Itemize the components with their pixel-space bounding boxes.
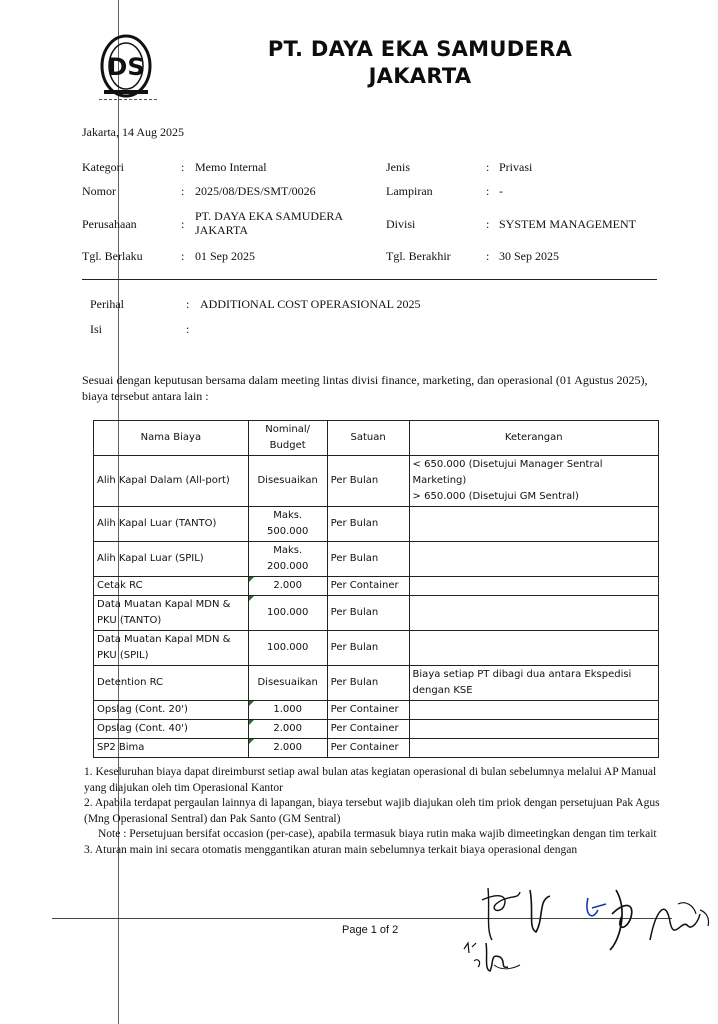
- kategori-label: Kategori: [82, 160, 124, 174]
- keterangan-line: > 650.000 (Disetujui GM Sentral): [412, 491, 579, 502]
- cell-keterangan: Biaya setiap PT dibagi dua antara Ekspedisi dengan KSE: [409, 666, 658, 701]
- cell-satuan: Per Container: [327, 720, 409, 739]
- cell-keterangan: [409, 507, 658, 542]
- colon: :: [486, 217, 490, 231]
- colon: :: [486, 249, 490, 263]
- tgl-berakhir-value: 30 Sep 2025: [499, 249, 559, 263]
- table-row: [94, 701, 659, 720]
- cell-nama: Alih Kapal Luar (SPIL): [94, 542, 249, 577]
- perusahaan-value: [195, 209, 343, 237]
- colon: :: [186, 322, 190, 336]
- table-row: [94, 456, 659, 507]
- cell-satuan: Per Bulan: [327, 631, 409, 666]
- cost-table: [93, 420, 659, 758]
- table-row: [94, 542, 659, 577]
- jenis-label: Jenis: [386, 160, 410, 174]
- table-row: [94, 596, 659, 631]
- cell-nama: Data Muatan Kapal MDN & PKU (TANTO): [94, 596, 249, 631]
- logo-underline: [99, 99, 157, 100]
- cell-satuan: Per Container: [327, 577, 409, 596]
- cell-keterangan: [409, 456, 658, 507]
- table-header-row: [94, 421, 659, 456]
- cell-nominal: 100.000: [248, 596, 327, 631]
- cell-nominal: Disesuaikan: [248, 666, 327, 701]
- company-name-line1: PT. DAYA EKA SAMUDERA: [267, 37, 573, 61]
- cell-nominal: 2.000: [248, 720, 327, 739]
- colon: :: [181, 184, 185, 198]
- perusahaan-label: Perusahaan: [82, 217, 137, 231]
- cell-satuan: Per Bulan: [327, 507, 409, 542]
- perusahaan-value-line1: PT. DAYA EKA SAMUDERA: [195, 209, 344, 223]
- table-row: [94, 720, 659, 739]
- cell-nominal: Maks. 200.000: [248, 542, 327, 577]
- initial-mark: [460, 935, 530, 980]
- jenis-value: Privasi: [499, 160, 533, 174]
- perusahaan-value-line2: JAKARTA: [195, 223, 248, 237]
- table-row: [94, 666, 659, 701]
- company-name-line2: JAKARTA: [368, 64, 472, 88]
- perihal-value: ADDITIONAL COST OPERASIONAL 2025: [200, 297, 421, 311]
- tgl-berlaku-value: 01 Sep 2025: [195, 249, 255, 263]
- cell-keterangan: [409, 542, 658, 577]
- colon: :: [186, 297, 190, 311]
- header-divider: [82, 279, 657, 280]
- cell-keterangan: [409, 596, 658, 631]
- nomor-value: 2025/08/DES/SMT/0026: [195, 184, 316, 198]
- cell-keterangan: [409, 701, 658, 720]
- tgl-berlaku-label: Tgl. Berlaku: [82, 249, 143, 263]
- divisi-label: Divisi: [386, 217, 416, 231]
- cell-nama: SP2 Bima: [94, 739, 249, 758]
- lampiran-label: Lampiran: [386, 184, 433, 198]
- colon: :: [486, 160, 490, 174]
- cell-keterangan: [409, 739, 658, 758]
- header-nominal: Nominal/ Budget: [248, 421, 327, 456]
- note-item-1: 1. Keseluruhan biaya dapat direimburst setiap awal bulan atas kegiatan operasional di bulan sebelumnya melalui AP Manual yang diajukan oleh tim Operasional Kantor: [84, 766, 657, 794]
- cell-nominal: 2.000: [248, 577, 327, 596]
- note-remark: Note : Persetujuan bersifat occasion (per-case), apabila termasuk biaya rutin maka wajib dimeetingkan dengan tim terkait: [98, 828, 657, 840]
- cell-keterangan: [409, 631, 658, 666]
- header-satuan: Satuan: [327, 421, 409, 456]
- company-name: [220, 36, 620, 90]
- cell-satuan: Per Container: [327, 701, 409, 720]
- header-nama-biaya: Nama Biaya: [94, 421, 249, 456]
- cell-nominal: Maks. 500.000: [248, 507, 327, 542]
- document-date: Jakarta, 14 Aug 2025: [82, 125, 184, 139]
- perihal-label: Perihal: [90, 297, 124, 311]
- table-row: [94, 739, 659, 758]
- cell-satuan: Per Bulan: [327, 596, 409, 631]
- cell-satuan: Per Bulan: [327, 542, 409, 577]
- header-keterangan: Keterangan: [409, 421, 658, 456]
- page-number: Page 1 of 2: [342, 924, 399, 936]
- table-row: [94, 507, 659, 542]
- colon: :: [181, 249, 185, 263]
- cell-nama: Data Muatan Kapal MDN & PKU (SPIL): [94, 631, 249, 666]
- cell-satuan: Per Bulan: [327, 666, 409, 701]
- cell-nama: Opslag (Cont. 40'): [94, 720, 249, 739]
- note-item-3: 3. Aturan main ini secara otomatis menggantikan aturan main sebelumnya terkait biaya operasional dengan: [84, 843, 578, 856]
- intro-paragraph: Sesuai dengan keputusan bersama dalam meeting lintas divisi finance, marketing, dan operasional (01 Agustus 2025), biaya tersebut antara lain :: [82, 373, 648, 403]
- isi-label: Isi: [90, 322, 102, 336]
- svg-text:DS: DS: [107, 53, 145, 81]
- cell-nama: Alih Kapal Luar (TANTO): [94, 507, 249, 542]
- tgl-berakhir-label: Tgl. Berakhir: [386, 249, 451, 263]
- table-row: [94, 577, 659, 596]
- cell-satuan: Per Container: [327, 739, 409, 758]
- cell-nama: Cetak RC: [94, 577, 249, 596]
- lampiran-value: -: [499, 184, 503, 198]
- divisi-value: SYSTEM MANAGEMENT: [499, 217, 637, 231]
- note-item-2: 2. Apabila terdapat pergaulan lainnya di lapangan, biaya tersebut wajib diajukan oleh tim priok dengan persetujuan Pak Agus (Mng Operasional Sentral) dan Pak Santo (GM Sentral): [84, 797, 660, 825]
- keterangan-line: < 650.000 (Disetujui Manager Sentral Marketing): [412, 459, 603, 486]
- nomor-label: Nomor: [82, 184, 116, 198]
- company-logo: [96, 28, 156, 102]
- cell-nominal: 1.000: [248, 701, 327, 720]
- cell-keterangan: [409, 577, 658, 596]
- cell-nominal: Disesuaikan: [248, 456, 327, 507]
- table-row: [94, 631, 659, 666]
- colon: :: [181, 160, 185, 174]
- kategori-value: Memo Internal: [195, 160, 267, 174]
- cell-nama: Detention RC: [94, 666, 249, 701]
- colon: :: [486, 184, 490, 198]
- cell-nama: Opslag (Cont. 20'): [94, 701, 249, 720]
- cell-nominal: 2.000: [248, 739, 327, 758]
- cell-nama: Alih Kapal Dalam (All-port): [94, 456, 249, 507]
- cell-keterangan: [409, 720, 658, 739]
- cell-nominal: 100.000: [248, 631, 327, 666]
- cell-satuan: Per Bulan: [327, 456, 409, 507]
- notes-section: [84, 765, 664, 858]
- colon: :: [181, 217, 185, 231]
